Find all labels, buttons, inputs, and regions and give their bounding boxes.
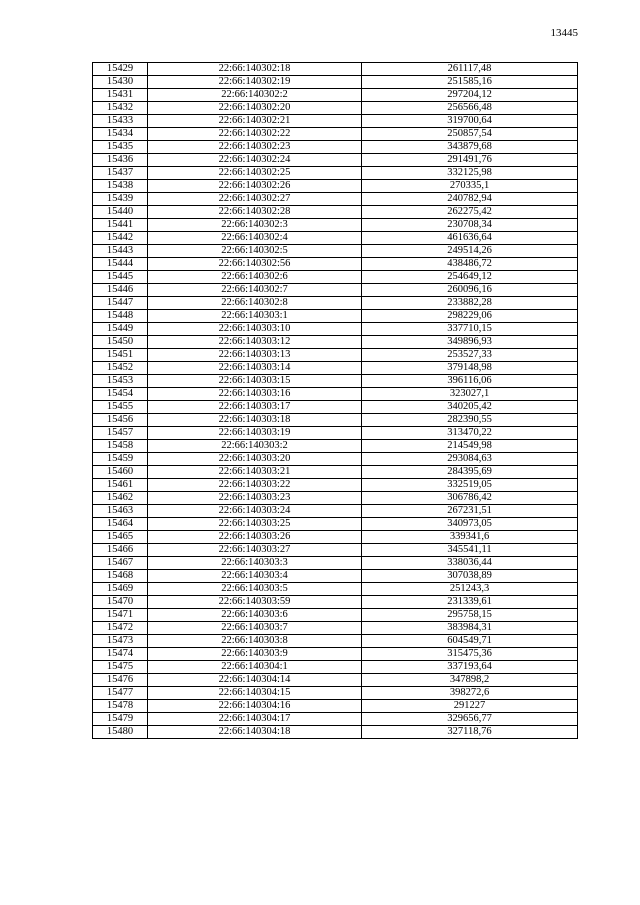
cadastral-value-cell: 291227 <box>362 700 578 713</box>
cadastral-value-cell: 340973,05 <box>362 518 578 531</box>
cadastral-value-cell: 319700,64 <box>362 115 578 128</box>
row-number-cell: 15442 <box>93 232 148 245</box>
cadastral-value-cell: 398272,6 <box>362 687 578 700</box>
table-row <box>93 271 578 284</box>
row-number-cell: 15467 <box>93 557 148 570</box>
table-row <box>93 700 578 713</box>
row-number-cell: 15438 <box>93 180 148 193</box>
cadastral-number-cell: 22:66:140302:6 <box>148 271 362 284</box>
cadastral-value-cell: 250857,54 <box>362 128 578 141</box>
row-number-cell: 15461 <box>93 479 148 492</box>
cadastral-number-cell: 22:66:140303:5 <box>148 583 362 596</box>
cadastral-number-cell: 22:66:140303:23 <box>148 492 362 505</box>
table-row <box>93 63 578 76</box>
table-row <box>93 414 578 427</box>
cadastral-value-cell: 214549,98 <box>362 440 578 453</box>
table-row <box>93 518 578 531</box>
cadastral-number-cell: 22:66:140303:8 <box>148 635 362 648</box>
row-number-cell: 15470 <box>93 596 148 609</box>
row-number-cell: 15444 <box>93 258 148 271</box>
page-number: 13445 <box>550 27 578 39</box>
cadastral-value-cell: 396116,06 <box>362 375 578 388</box>
table-row <box>93 648 578 661</box>
row-number-cell: 15475 <box>93 661 148 674</box>
row-number-cell: 15451 <box>93 349 148 362</box>
row-number-cell: 15462 <box>93 492 148 505</box>
cadastral-value-cell: 240782,94 <box>362 193 578 206</box>
cadastral-number-cell: 22:66:140302:22 <box>148 128 362 141</box>
table-row <box>93 349 578 362</box>
table-row <box>93 687 578 700</box>
cadastral-number-cell: 22:66:140302:28 <box>148 206 362 219</box>
cadastral-value-cell: 345541,11 <box>362 544 578 557</box>
table-row <box>93 115 578 128</box>
row-number-cell: 15447 <box>93 297 148 310</box>
cadastral-number-cell: 22:66:140302:25 <box>148 167 362 180</box>
cadastral-value-cell: 438486,72 <box>362 258 578 271</box>
cadastral-value-cell: 291491,76 <box>362 154 578 167</box>
cadastral-number-cell: 22:66:140303:27 <box>148 544 362 557</box>
cadastral-number-cell: 22:66:140302:2 <box>148 89 362 102</box>
table-row <box>93 362 578 375</box>
table-row <box>93 310 578 323</box>
cadastral-number-cell: 22:66:140303:17 <box>148 401 362 414</box>
row-number-cell: 15446 <box>93 284 148 297</box>
table-row <box>93 570 578 583</box>
row-number-cell: 15458 <box>93 440 148 453</box>
cadastral-value-cell: 340205,42 <box>362 401 578 414</box>
cadastral-value-cell: 332519,05 <box>362 479 578 492</box>
row-number-cell: 15455 <box>93 401 148 414</box>
row-number-cell: 15457 <box>93 427 148 440</box>
cadastral-number-cell: 22:66:140304:18 <box>148 726 362 739</box>
row-number-cell: 15448 <box>93 310 148 323</box>
row-number-cell: 15445 <box>93 271 148 284</box>
cadastral-value-cell: 260096,16 <box>362 284 578 297</box>
table-row <box>93 440 578 453</box>
table-row <box>93 76 578 89</box>
cadastral-number-cell: 22:66:140302:26 <box>148 180 362 193</box>
table-row <box>93 479 578 492</box>
table-row <box>93 622 578 635</box>
cadastral-value-cell: 347898,2 <box>362 674 578 687</box>
table-row <box>93 583 578 596</box>
row-number-cell: 15435 <box>93 141 148 154</box>
cadastral-value-cell: 282390,55 <box>362 414 578 427</box>
row-number-cell: 15432 <box>93 102 148 115</box>
table-row <box>93 180 578 193</box>
cadastral-number-cell: 22:66:140303:24 <box>148 505 362 518</box>
row-number-cell: 15443 <box>93 245 148 258</box>
cadastral-value-cell: 230708,34 <box>362 219 578 232</box>
cadastral-value-cell: 379148,98 <box>362 362 578 375</box>
table-row <box>93 102 578 115</box>
table-row <box>93 466 578 479</box>
cadastral-value-cell: 604549,71 <box>362 635 578 648</box>
table-row <box>93 674 578 687</box>
cadastral-number-cell: 22:66:140304:17 <box>148 713 362 726</box>
cadastral-value-cell: 349896,93 <box>362 336 578 349</box>
row-number-cell: 15465 <box>93 531 148 544</box>
table-row <box>93 427 578 440</box>
row-number-cell: 15473 <box>93 635 148 648</box>
row-number-cell: 15430 <box>93 76 148 89</box>
cadastral-value-cell: 253527,33 <box>362 349 578 362</box>
cadastral-value-cell: 306786,42 <box>362 492 578 505</box>
cadastral-number-cell: 22:66:140304:14 <box>148 674 362 687</box>
cadastral-number-cell: 22:66:140303:21 <box>148 466 362 479</box>
row-number-cell: 15436 <box>93 154 148 167</box>
cadastral-number-cell: 22:66:140303:15 <box>148 375 362 388</box>
cadastral-number-cell: 22:66:140303:20 <box>148 453 362 466</box>
row-number-cell: 15433 <box>93 115 148 128</box>
cadastral-number-cell: 22:66:140302:19 <box>148 76 362 89</box>
cadastral-number-cell: 22:66:140303:22 <box>148 479 362 492</box>
row-number-cell: 15471 <box>93 609 148 622</box>
row-number-cell: 15450 <box>93 336 148 349</box>
cadastral-value-cell: 323027,1 <box>362 388 578 401</box>
cadastral-number-cell: 22:66:140302:8 <box>148 297 362 310</box>
cadastral-value-cell: 262275,42 <box>362 206 578 219</box>
table-row <box>93 154 578 167</box>
cadastral-value-cell: 332125,98 <box>362 167 578 180</box>
table-row <box>93 661 578 674</box>
row-number-cell: 15464 <box>93 518 148 531</box>
table-body <box>93 63 578 739</box>
table-row <box>93 89 578 102</box>
cadastral-number-cell: 22:66:140303:10 <box>148 323 362 336</box>
table-row <box>93 128 578 141</box>
cadastral-number-cell: 22:66:140303:6 <box>148 609 362 622</box>
table-row <box>93 323 578 336</box>
cadastral-value-cell: 231339,61 <box>362 596 578 609</box>
cadastral-number-cell: 22:66:140302:18 <box>148 63 362 76</box>
row-number-cell: 15477 <box>93 687 148 700</box>
cadastral-number-cell: 22:66:140302:20 <box>148 102 362 115</box>
cadastral-value-cell: 337193,64 <box>362 661 578 674</box>
row-number-cell: 15439 <box>93 193 148 206</box>
table-row <box>93 219 578 232</box>
cadastral-value-cell: 261117,48 <box>362 63 578 76</box>
cadastral-number-cell: 22:66:140304:1 <box>148 661 362 674</box>
row-number-cell: 15454 <box>93 388 148 401</box>
cadastral-number-cell: 22:66:140302:5 <box>148 245 362 258</box>
cadastral-value-cell: 339341,6 <box>362 531 578 544</box>
cadastral-number-cell: 22:66:140303:25 <box>148 518 362 531</box>
cadastral-number-cell: 22:66:140303:9 <box>148 648 362 661</box>
row-number-cell: 15437 <box>93 167 148 180</box>
cadastral-value-cell: 249514,26 <box>362 245 578 258</box>
table-row <box>93 284 578 297</box>
row-number-cell: 15463 <box>93 505 148 518</box>
cadastral-number-cell: 22:66:140302:3 <box>148 219 362 232</box>
row-number-cell: 15453 <box>93 375 148 388</box>
row-number-cell: 15434 <box>93 128 148 141</box>
row-number-cell: 15474 <box>93 648 148 661</box>
cadastral-number-cell: 22:66:140302:21 <box>148 115 362 128</box>
cadastral-number-cell: 22:66:140302:23 <box>148 141 362 154</box>
cadastral-value-cell: 298229,06 <box>362 310 578 323</box>
cadastral-number-cell: 22:66:140304:15 <box>148 687 362 700</box>
cadastral-value-cell: 383984,31 <box>362 622 578 635</box>
row-number-cell: 15468 <box>93 570 148 583</box>
cadastral-number-cell: 22:66:140302:4 <box>148 232 362 245</box>
table-row <box>93 297 578 310</box>
cadastral-value-cell: 307038,89 <box>362 570 578 583</box>
table-row <box>93 453 578 466</box>
cadastral-value-cell: 313470,22 <box>362 427 578 440</box>
row-number-cell: 15476 <box>93 674 148 687</box>
table-row <box>93 557 578 570</box>
cadastral-value-cell: 251585,16 <box>362 76 578 89</box>
cadastral-value-cell: 329656,77 <box>362 713 578 726</box>
row-number-cell: 15441 <box>93 219 148 232</box>
cadastral-value-cell: 343879,68 <box>362 141 578 154</box>
cadastral-value-cell: 233882,28 <box>362 297 578 310</box>
row-number-cell: 15456 <box>93 414 148 427</box>
cadastral-value-cell: 338036,44 <box>362 557 578 570</box>
table-row <box>93 375 578 388</box>
row-number-cell: 15466 <box>93 544 148 557</box>
cadastral-value-cell: 295758,15 <box>362 609 578 622</box>
table-row <box>93 245 578 258</box>
row-number-cell: 15452 <box>93 362 148 375</box>
row-number-cell: 15449 <box>93 323 148 336</box>
table-row <box>93 713 578 726</box>
cadastral-number-cell: 22:66:140302:27 <box>148 193 362 206</box>
table-row <box>93 336 578 349</box>
cadastral-value-cell: 297204,12 <box>362 89 578 102</box>
cadastral-number-cell: 22:66:140302:56 <box>148 258 362 271</box>
cadastral-value-cell: 315475,36 <box>362 648 578 661</box>
cadastral-number-cell: 22:66:140303:3 <box>148 557 362 570</box>
cadastral-value-cell: 267231,51 <box>362 505 578 518</box>
row-number-cell: 15431 <box>93 89 148 102</box>
row-number-cell: 15478 <box>93 700 148 713</box>
cadastral-value-cell: 284395,69 <box>362 466 578 479</box>
table-row <box>93 609 578 622</box>
table-row <box>93 531 578 544</box>
row-number-cell: 15460 <box>93 466 148 479</box>
table-row <box>93 505 578 518</box>
cadastral-number-cell: 22:66:140303:16 <box>148 388 362 401</box>
row-number-cell: 15440 <box>93 206 148 219</box>
cadastral-number-cell: 22:66:140304:16 <box>148 700 362 713</box>
cadastral-value-table <box>92 62 578 739</box>
cadastral-number-cell: 22:66:140303:12 <box>148 336 362 349</box>
table-row <box>93 232 578 245</box>
row-number-cell: 15472 <box>93 622 148 635</box>
table-row <box>93 401 578 414</box>
table-row <box>93 206 578 219</box>
cadastral-number-cell: 22:66:140303:18 <box>148 414 362 427</box>
table-row <box>93 141 578 154</box>
table-row <box>93 258 578 271</box>
cadastral-number-cell: 22:66:140302:24 <box>148 154 362 167</box>
cadastral-number-cell: 22:66:140303:7 <box>148 622 362 635</box>
table-row <box>93 388 578 401</box>
cadastral-value-cell: 327118,76 <box>362 726 578 739</box>
cadastral-value-cell: 337710,15 <box>362 323 578 336</box>
cadastral-number-cell: 22:66:140302:7 <box>148 284 362 297</box>
cadastral-value-cell: 293084,63 <box>362 453 578 466</box>
row-number-cell: 15480 <box>93 726 148 739</box>
cadastral-number-cell: 22:66:140303:13 <box>148 349 362 362</box>
row-number-cell: 15459 <box>93 453 148 466</box>
cadastral-number-cell: 22:66:140303:2 <box>148 440 362 453</box>
table-row <box>93 193 578 206</box>
cadastral-number-cell: 22:66:140303:1 <box>148 310 362 323</box>
table-row <box>93 167 578 180</box>
cadastral-value-cell: 254649,12 <box>362 271 578 284</box>
row-number-cell: 15469 <box>93 583 148 596</box>
table-row <box>93 596 578 609</box>
cadastral-value-cell: 461636,64 <box>362 232 578 245</box>
cadastral-number-cell: 22:66:140303:4 <box>148 570 362 583</box>
table-row <box>93 726 578 739</box>
cadastral-number-cell: 22:66:140303:59 <box>148 596 362 609</box>
cadastral-number-cell: 22:66:140303:14 <box>148 362 362 375</box>
cadastral-number-cell: 22:66:140303:26 <box>148 531 362 544</box>
table-row <box>93 635 578 648</box>
row-number-cell: 15429 <box>93 63 148 76</box>
cadastral-number-cell: 22:66:140303:19 <box>148 427 362 440</box>
row-number-cell: 15479 <box>93 713 148 726</box>
cadastral-value-cell: 251243,3 <box>362 583 578 596</box>
cadastral-value-cell: 256566,48 <box>362 102 578 115</box>
cadastral-value-cell: 270335,1 <box>362 180 578 193</box>
table-row <box>93 544 578 557</box>
table-row <box>93 492 578 505</box>
